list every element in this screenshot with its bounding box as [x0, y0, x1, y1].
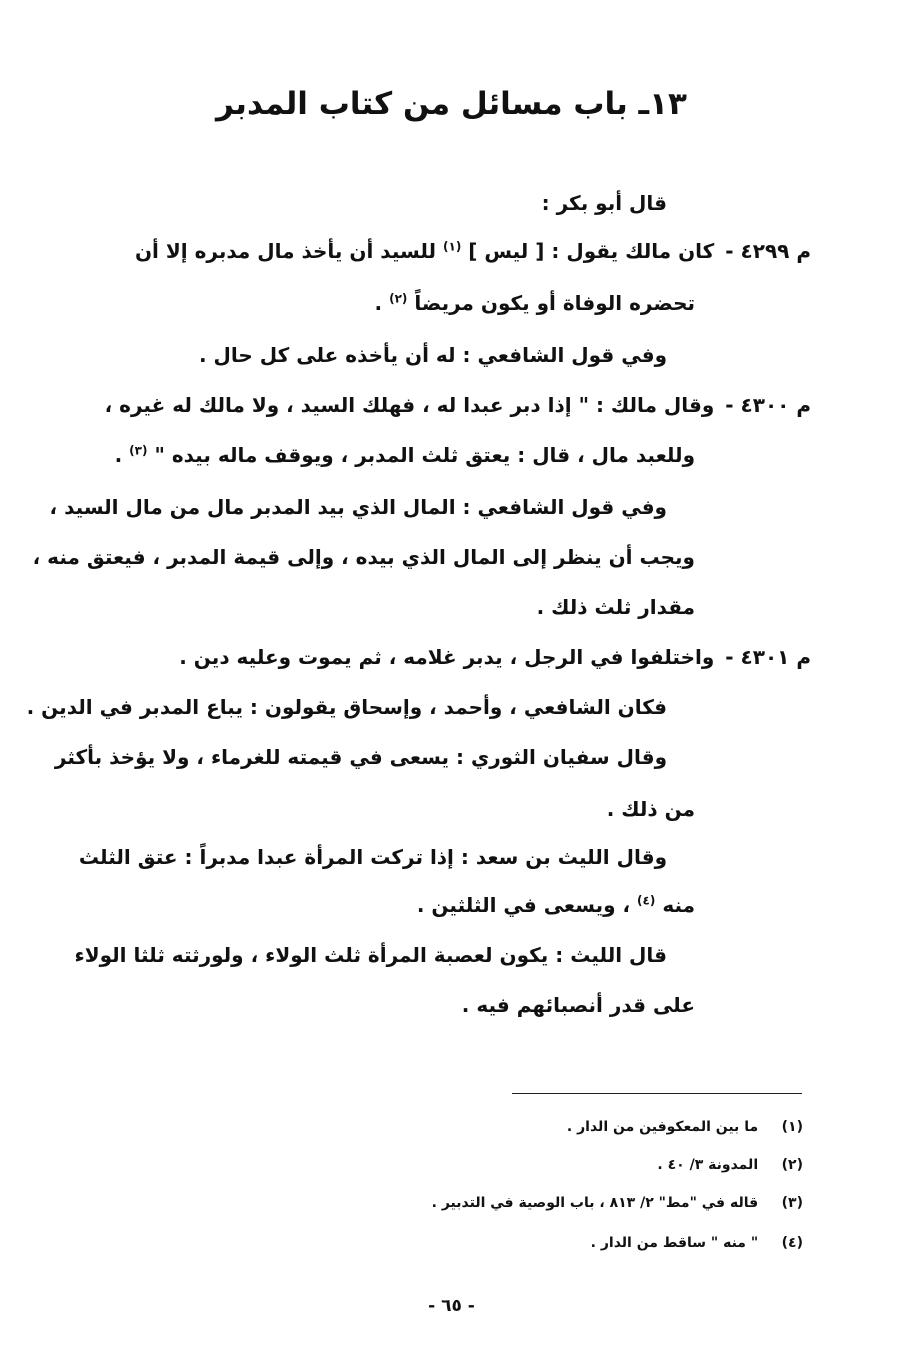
entry-4301-text-1: واختلفوا في الرجل ، يدبر غلامه ، ثم يموت وعليه دين .: [179, 645, 715, 669]
footnote-3-text: قاله في "مط" ٢/ ٨١٣ ، باب الوصية في التدبير .: [431, 1195, 759, 1211]
footnote-1: [567, 1116, 803, 1138]
entry-4299-text-2b: .: [374, 291, 383, 315]
entry-4300-text-1: وقال مالك : " إذا دبر عبدا له ، فهلك السيد ، ولا مالك له غيره ،: [104, 393, 715, 417]
entry-4299-text-2a: تحضره الوفاة أو يكون مريضاً: [414, 291, 695, 315]
chapter-title: ١٣ـ باب مسائل من كتاب المدبر: [216, 86, 687, 122]
footnote-2-number: (٢): [781, 1157, 803, 1173]
footnote-3-number: (٣): [781, 1195, 803, 1211]
entry-4301-marker: م ٤٣٠١ -: [725, 645, 811, 669]
entry-4301-line-6: [417, 890, 695, 920]
entry-4299-text-1a: كان مالك يقول : [ ليس ]: [468, 239, 715, 263]
footnote-4: [591, 1232, 803, 1254]
entry-4301-text-6a: منه: [662, 893, 695, 917]
footnote-1-text: ما بين المعكوفين من الدار .: [566, 1119, 759, 1135]
entry-4299-line-2: [375, 288, 695, 318]
footnote-divider: [512, 1093, 802, 1094]
intro-line: قال أبو بكر :: [541, 191, 667, 215]
entry-4299-line-3: وفي قول الشافعي : له أن يأخذه على كل حال .: [199, 343, 667, 367]
footnote-4-text: " منه " ساقط من الدار .: [590, 1235, 759, 1251]
entry-4301-line-8: على قدر أنصبائهم فيه .: [461, 993, 695, 1017]
footnote-3: [432, 1192, 803, 1214]
entry-4301-line-5: وقال الليث بن سعد : إذا تركت المرأة عبدا مدبراً : عتق الثلث: [78, 845, 667, 869]
entry-4300-line-2: [115, 440, 695, 470]
entry-4301-line-3: وقال سفيان الثوري : يسعى في قيمته للغرماء ، ولا يؤخذ بأكثر: [54, 745, 667, 769]
entry-4301-text-6b: ، ويسعى في الثلثين .: [416, 893, 631, 917]
entry-4299-marker: م ٤٢٩٩ -: [725, 239, 811, 263]
footnote-ref-4: (٤): [637, 893, 656, 908]
footnote-2-text: المدونة ٣/ ٤٠ .: [657, 1157, 759, 1173]
footnote-4-number: (٤): [781, 1235, 803, 1251]
footnote-2: [657, 1154, 803, 1176]
footnote-ref-2: (٢): [389, 291, 408, 306]
entry-4300-line-3: وفي قول الشافعي : المال الذي بيد المدبر مال من مال السيد ،: [49, 495, 667, 519]
entry-4300-line-1: [91, 390, 811, 420]
entry-4300-text-2b: .: [114, 443, 123, 467]
entry-4300-text-2a: وللعبد مال ، قال : يعتق ثلث المدبر ، ويوقف ماله بيده ": [154, 443, 695, 467]
page-number: - ٦٥ -: [428, 1296, 475, 1316]
entry-4300-line-4: ويجب أن ينظر إلى المال الذي بيده ، وإلى قيمة المدبر ، فيعتق منه ،: [32, 545, 695, 569]
footnote-ref-1: (١): [443, 239, 462, 254]
entry-4299-line-1: [91, 236, 811, 266]
entry-4301-line-4: من ذلك .: [606, 797, 695, 821]
entry-4300-marker: م ٤٣٠٠ -: [725, 393, 811, 417]
entry-4300-line-5: مقدار ثلث ذلك .: [536, 595, 695, 619]
footnote-ref-3: (٣): [129, 443, 148, 458]
entry-4299-text-1b: للسيد أن يأخذ مال مدبره إلا أن: [134, 239, 437, 263]
footnote-1-number: (١): [781, 1119, 803, 1135]
entry-4301-line-2: فكان الشافعي ، وأحمد ، وإسحاق يقولون : يباع المدبر في الدين .: [26, 695, 667, 719]
entry-4301-line-7: قال الليث : يكون لعصبة المرأة ثلث الولاء ، ولورثته ثلثا الولاء: [74, 943, 667, 967]
entry-4301-line-1: [179, 642, 811, 672]
